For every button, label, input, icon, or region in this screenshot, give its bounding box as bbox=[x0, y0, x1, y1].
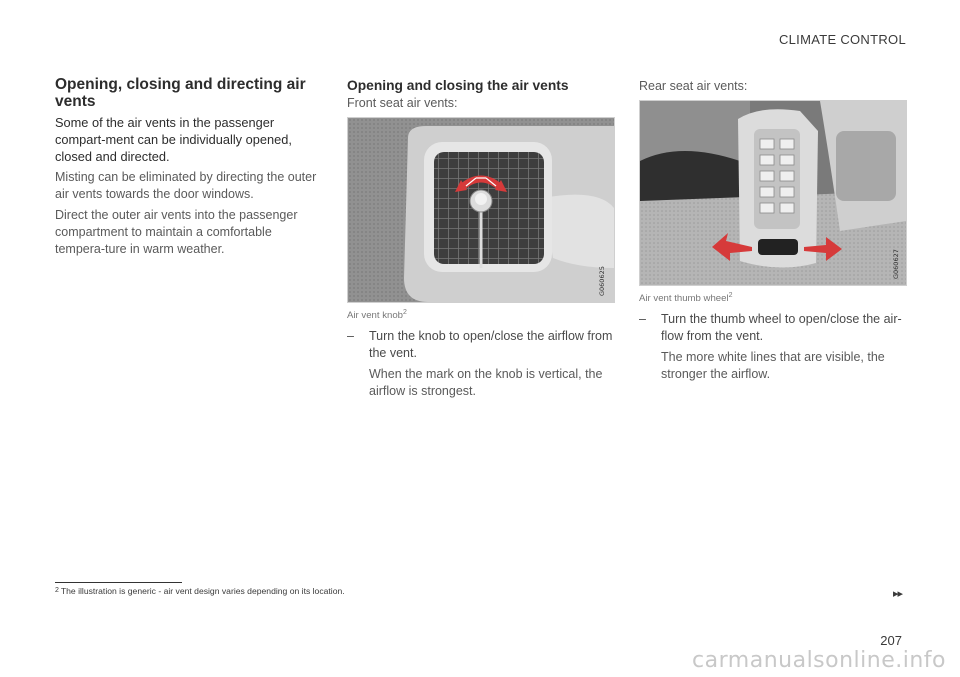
rear-vent-step-note: The more white lines that are visible, the stronger the airflow. bbox=[661, 350, 885, 381]
section-heading: Opening, closing and directing air vents bbox=[55, 76, 306, 110]
rear-vent-illustration bbox=[639, 100, 907, 286]
front-vent-step-text: Turn the knob to open/close the airflow from the vent. bbox=[369, 329, 613, 360]
front-vent-step-note: When the mark on the knob is vertical, the airflow is strongest. bbox=[369, 367, 603, 398]
rear-vent-caption: Air vent thumb wheel$^2$ bbox=[639, 292, 733, 304]
watermark: carmanualsonline.info bbox=[692, 648, 946, 673]
front-vent-illustration bbox=[347, 117, 615, 303]
front-vents-label: Front seat air vents: bbox=[347, 96, 458, 110]
rear-vent-step: – Turn the thumb wheel to open/close the air-flow from the vent. bbox=[639, 311, 907, 347]
footnote-rule bbox=[55, 582, 182, 583]
rear-vent-step-text: Turn the thumb wheel to open/close the air-flow from the vent. bbox=[661, 312, 902, 343]
rear-figure-code: G060627 bbox=[892, 249, 900, 279]
footnote: $^2$ The illustration is generic - air vent design varies depending on its location. bbox=[55, 586, 345, 596]
rear-vents-label: Rear seat air vents: bbox=[639, 79, 748, 93]
next-page-icon[interactable]: ▸▸ bbox=[892, 588, 902, 600]
subsection-heading: Opening and closing the air vents bbox=[347, 78, 569, 93]
front-figure-code: G060625 bbox=[598, 266, 606, 296]
body-paragraph-misting: Misting can be eliminated by directing the outer air vents towards the door windows. bbox=[55, 170, 317, 201]
front-vent-step: – Turn the knob to open/close the airflow from the vent. bbox=[347, 328, 615, 364]
lead-paragraph: Some of the air vents in the passenger compart-ment can be individually opened, closed and directed. bbox=[55, 115, 292, 164]
section-header: CLIMATE CONTROL bbox=[778, 32, 906, 47]
page-number: 207 bbox=[880, 633, 902, 648]
body-paragraph-warm-weather: Direct the outer air vents into the passenger compartment to maintain a comfortable tempera-ture in warm weather. bbox=[55, 208, 298, 256]
front-vent-caption: Air vent knob$^2$ bbox=[347, 309, 407, 321]
